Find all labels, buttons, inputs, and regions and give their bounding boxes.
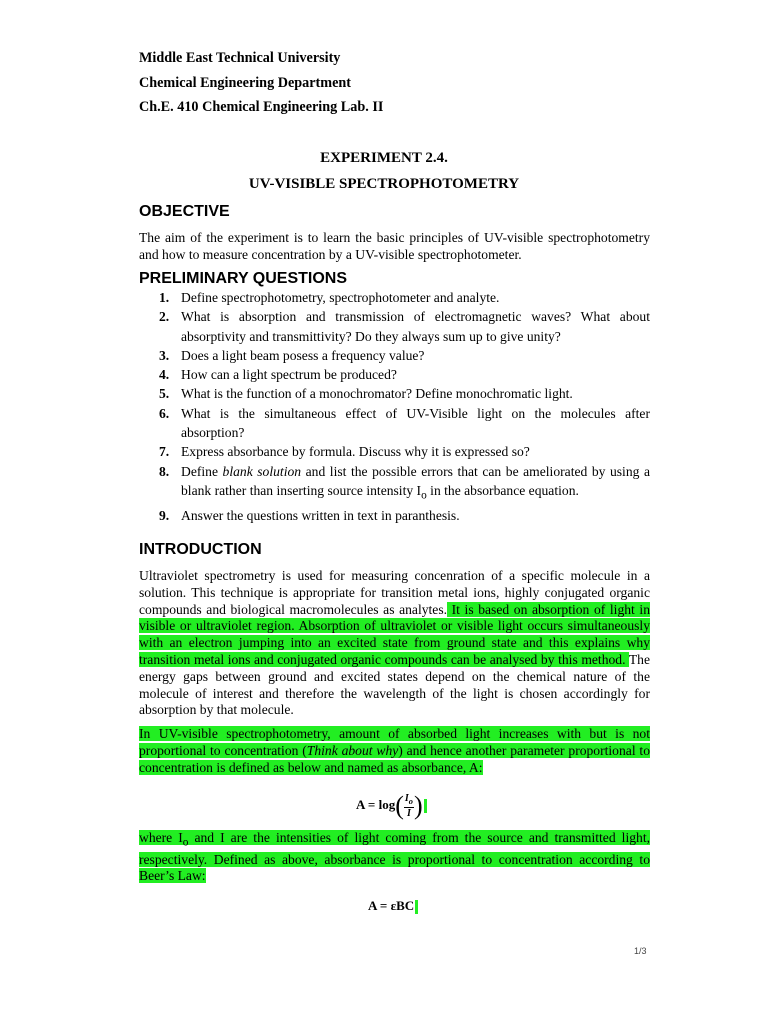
- course-name: Ch.E. 410 Chemical Engineering Lab. II: [139, 99, 384, 115]
- question-text: What is the function of a monochromator? Define monochromatic light.: [181, 386, 573, 402]
- question-item: [139, 346, 650, 365]
- university-name: Middle East Technical University: [139, 50, 341, 66]
- question-text: What is absorption and transmission of electromagnetic waves? What about absorptivity and transmittivity? Do they always sum up to give unity?: [181, 309, 650, 344]
- question-item: [139, 365, 650, 384]
- question-number: 2.: [159, 309, 170, 325]
- question-number: 6.: [159, 405, 170, 421]
- question-number: 9.: [159, 507, 170, 523]
- question-item: [139, 384, 650, 403]
- highlight-mark: [424, 799, 427, 813]
- highlighted-text: It is based on absorption of light in visible or ultraviolet region. Absorption of ultraviolet or visible light occurs simultaneously with an electron jumping into an excited state from ground state and this explains why transition metal ions and conjugated organic compounds can be analysed by this method.: [139, 601, 650, 667]
- highlighted-text: In UV-visible spectrophotometry, amount of absorbed light increases with but is not proportional to concentration (Think about why) and hence another parameter proportional to concentration is defined as below and named as absorbance, A:: [139, 726, 650, 775]
- question-item: [139, 506, 650, 525]
- highlight-mark: [415, 900, 418, 914]
- question-text: Answer the questions written in text in paranthesis.: [181, 507, 460, 523]
- experiment-title: UV-VISIBLE SPECTROPHOTOMETRY: [248, 176, 520, 192]
- introduction-paragraph-1: Ultraviolet spectrometry is used for measuring concenration of a specific molecule in a solution. This technique is appropriate for transition metal ions, highly conjugated organic compounds and biological macromolecules as analytes. It is based on absorption of light in visible or ultraviolet region. Absorption of ultraviolet or visible light occurs simultaneously with an electron jumping into an excited state from ground state and this explains why transition metal ions and conjugated organic compounds can be analysed by this method. The energy gaps between ground and excited states depend on the chemical nature of the molecule of interest and therefore the wavelength of the light is chosen accordingly for absorption by that molecule.: [139, 568, 650, 718]
- question-text: Define spectrophotometry, spectrophotometer and analyte.: [181, 290, 500, 305]
- beers-law-formula: A = εBC: [368, 898, 418, 914]
- question-number: 3.: [159, 347, 170, 363]
- question-number: 4.: [159, 367, 170, 383]
- absorbance-formula: A = log( $\frac{I_o}{I}$ ): [356, 791, 427, 821]
- question-item: [139, 307, 650, 346]
- question-item: [139, 288, 650, 307]
- introduction-heading: INTRODUCTION: [139, 541, 262, 558]
- question-number: 5.: [159, 386, 170, 402]
- question-text: Define blank solution and list the possible errors that can be ameliorated by using a blank rather than inserting source intensity $I_o$ in the absorbance equation.: [181, 463, 650, 502]
- question-item: [139, 462, 650, 506]
- question-text: How can a light spectrum be produced?: [181, 367, 397, 383]
- introduction-paragraph-2: [139, 726, 650, 776]
- page-number: 1/3: [634, 946, 647, 956]
- question-text: Does a light beam posess a frequency value?: [181, 347, 425, 363]
- preliminary-heading: PRELIMINARY QUESTIONS: [139, 270, 348, 287]
- preliminary-questions-list: [139, 288, 650, 525]
- objective-text: The aim of the experiment is to learn the basic principles of UV-visible spectrophotometry and how to measure concentration by a UV-visible spectrophotometer.: [139, 230, 650, 262]
- objective-heading: OBJECTIVE: [139, 203, 230, 220]
- question-item: [139, 442, 650, 461]
- question-number: 1.: [159, 290, 170, 305]
- highlighted-text: where $I_o$ and I are the intensities of light coming from the source and transmitted light, respectively. Defined as above, absorbance is proportional to concentration according to Beer’s Law:: [139, 830, 650, 884]
- department-name: Chemical Engineering Department: [139, 75, 351, 91]
- question-text: What is the simultaneous effect of UV-Visible light on the molecules after absorption?: [181, 405, 650, 441]
- introduction-paragraph-3: [139, 830, 650, 885]
- question-number: 8.: [159, 463, 170, 479]
- blank-solution-term: blank solution: [222, 463, 302, 479]
- question-text: Express absorbance by formula. Discuss why it is expressed so?: [181, 444, 530, 460]
- question-item: [139, 404, 650, 443]
- question-number: 7.: [159, 444, 170, 460]
- experiment-number: EXPERIMENT 2.4.: [320, 150, 448, 166]
